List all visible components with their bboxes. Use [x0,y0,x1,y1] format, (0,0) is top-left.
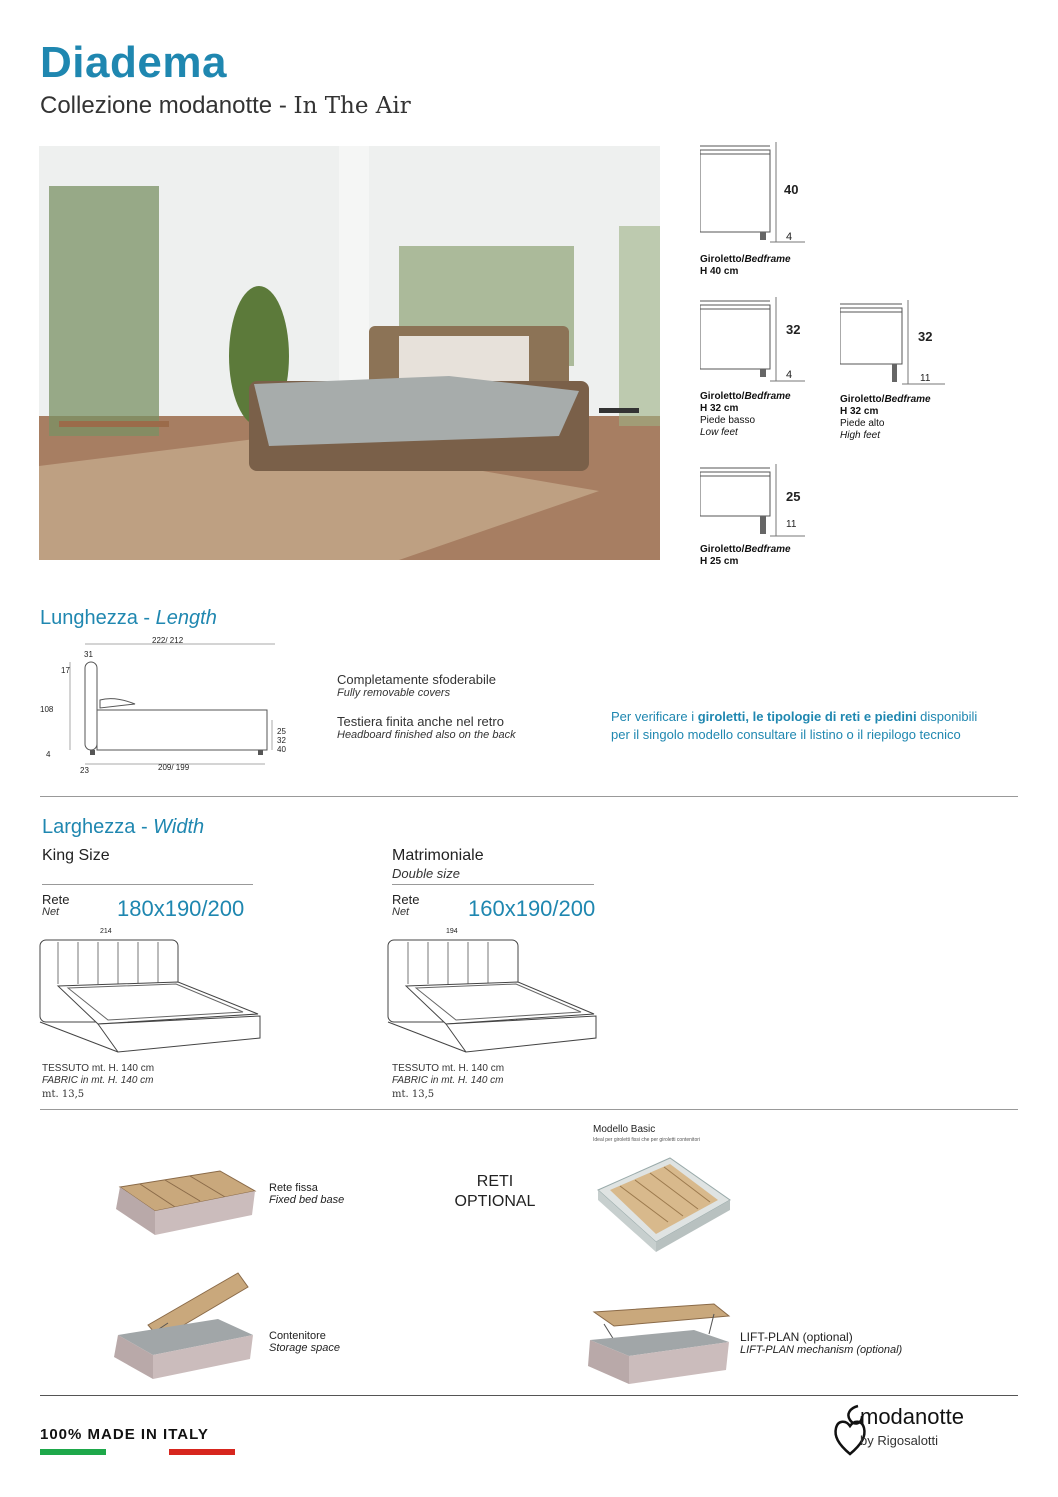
bedframe-diagram-25 [700,462,820,542]
collection-name: In The Air [293,93,411,119]
bedframe-size: H 32 cm [700,403,739,414]
feature-en: Headboard finished also on the back [337,729,516,741]
bed-drawing-double [386,934,606,1059]
storage-it: Contenitore [269,1330,326,1342]
length-heading [40,607,217,630]
bedframe-feet-it: Piede alto [840,418,885,429]
bedframe-label-it: Giroletto/ [700,254,745,265]
dim-height: 108 [40,705,54,714]
brand-sub: by Rigosalotti [860,1433,939,1448]
bedframe-label-en: Bedframe [744,254,791,265]
note-line2: per il singolo modello consultare il listino o il riepilogo tecnico [611,727,961,742]
dim-head-width: 31 [84,650,93,659]
bedframe-size: H 40 cm [700,266,739,277]
dim-feet: 4 [46,750,51,759]
storage-en: Storage space [269,1342,340,1354]
net-label-en: Net [42,906,60,918]
net-label-en: Net [392,906,410,918]
bedframe-label [700,254,791,278]
variant-rule [392,884,594,885]
bedframe-label-en: Bedframe [744,391,791,402]
feature-en: Fully removable covers [337,687,451,699]
page-title: Diadema [40,38,227,87]
divider [40,1109,1018,1110]
bedframe-label [840,394,931,442]
availability-note [611,708,1041,744]
bedframe-feet-en: High feet [840,430,881,441]
net-label: Rete [392,892,420,907]
fabric-meters: mt. 13,5 [392,1089,435,1100]
made-in-italy: 100% MADE IN ITALY [40,1426,209,1443]
net-size: 180x190/200 [117,896,245,921]
dim-head-top: 17 [61,666,70,675]
width-heading-en: Width [153,816,205,838]
fabric-it: TESSUTO mt. H. 140 cm [392,1063,505,1074]
bedframe-feet: 4 [786,231,793,243]
storage-label [269,1330,340,1354]
width-heading [42,816,204,839]
bedframe-height: 32 [918,329,933,344]
bedframe-feet: 4 [786,369,793,381]
bedframe-diagram-32-high [840,298,960,388]
feature-it: Testiera finita anche nel retro [337,714,504,729]
bedframe-label-en: Bedframe [744,544,791,555]
bedframe-size: H 32 cm [840,406,879,417]
bedframe-height: 25 [786,489,801,504]
bedframe-label-it: Giroletto/ [700,544,745,555]
divider [40,796,1018,797]
fixed-base-en: Fixed bed base [269,1194,345,1206]
bedframe-size: H 25 cm [700,556,739,567]
bedframe-label-en: Bedframe [884,394,931,405]
fabric-info [42,1063,154,1087]
flag-red-bar [169,1449,235,1455]
bedframe-label [700,544,791,568]
dim-bottom: 209/ 199 [158,763,190,772]
width-dim: 194 [446,928,458,935]
fixed-base-image [110,1165,260,1245]
feature-item [337,672,496,699]
optional-line2: OPTIONAL [454,1193,536,1210]
liftplan-base-image [584,1300,734,1390]
liftplan-it: LIFT-PLAN (optional) [740,1330,853,1344]
variant-rule [42,884,253,885]
dim-head-depth: 23 [80,766,89,775]
note-bold: giroletti, le tipologie di reti e piedini [697,709,917,724]
optional-line1: RETI [476,1173,514,1190]
bedframe-diagram-32-low [700,295,820,385]
bedframe-label [700,391,791,439]
flag-green-bar [40,1449,106,1455]
bedframe-label-it: Giroletto/ [840,394,885,405]
fabric-en: FABRIC in mt. H. 140 cm [42,1075,154,1086]
optional-bases-heading [440,1172,550,1212]
dim-h40: 40 [277,745,286,754]
fabric-it: TESSUTO mt. H. 140 cm [42,1063,155,1074]
basic-title: Modello Basic [593,1124,656,1135]
dim-h25: 25 [277,727,286,736]
length-heading-en: Length [155,607,217,629]
basic-subtitle: Ideal per giroletti fissi che per giroletti contenitori [593,1137,700,1143]
basic-base-image [590,1150,740,1260]
liftplan-en: LIFT-PLAN mechanism (optional) [740,1344,903,1356]
dim-h32: 32 [277,736,286,745]
bedframe-label-it: Giroletto/ [700,391,745,402]
product-photo [39,146,660,560]
footer-divider [40,1395,1018,1396]
variant-name-en: Double size [392,866,460,881]
bedframe-feet: 11 [920,373,931,384]
fabric-en: FABRIC in mt. H. 140 cm [392,1075,504,1086]
bedframe-height: 40 [784,182,799,197]
fabric-meters: mt. 13,5 [42,1089,85,1100]
net-size: 160x190/200 [468,896,596,921]
variant-name: Matrimoniale [392,847,484,864]
bedframe-height: 32 [786,322,801,337]
feature-it: Completamente sfoderabile [337,672,496,687]
bedframe-diagram-40 [700,140,820,250]
bedframe-feet-it: Piede basso [700,415,756,426]
brand-name: modanotte [860,1404,964,1429]
net-label: Rete [42,892,70,907]
feature-item [337,714,516,741]
fixed-base-it: Rete fissa [269,1182,318,1194]
width-heading-it: Larghezza - [42,816,154,838]
storage-base-image [108,1265,258,1385]
bedframe-feet-en: Low feet [700,427,738,438]
liftplan-label [740,1330,902,1356]
bed-drawing-king [38,934,268,1059]
page-subtitle [40,92,411,120]
note-part1: Per verificare i [611,709,698,724]
note-part2: disponibili [916,709,978,724]
length-diagram [40,634,300,779]
length-heading-it: Lunghezza - [40,607,156,629]
fabric-info [392,1063,504,1087]
dim-heights [277,727,286,754]
dim-top: 222/ 212 [152,636,184,645]
variant-name: King Size [42,847,110,864]
fixed-base-label [269,1182,344,1206]
subtitle-prefix: Collezione modanotte - [40,92,294,119]
bedframe-feet: 11 [786,519,797,530]
width-dim: 214 [100,928,112,935]
